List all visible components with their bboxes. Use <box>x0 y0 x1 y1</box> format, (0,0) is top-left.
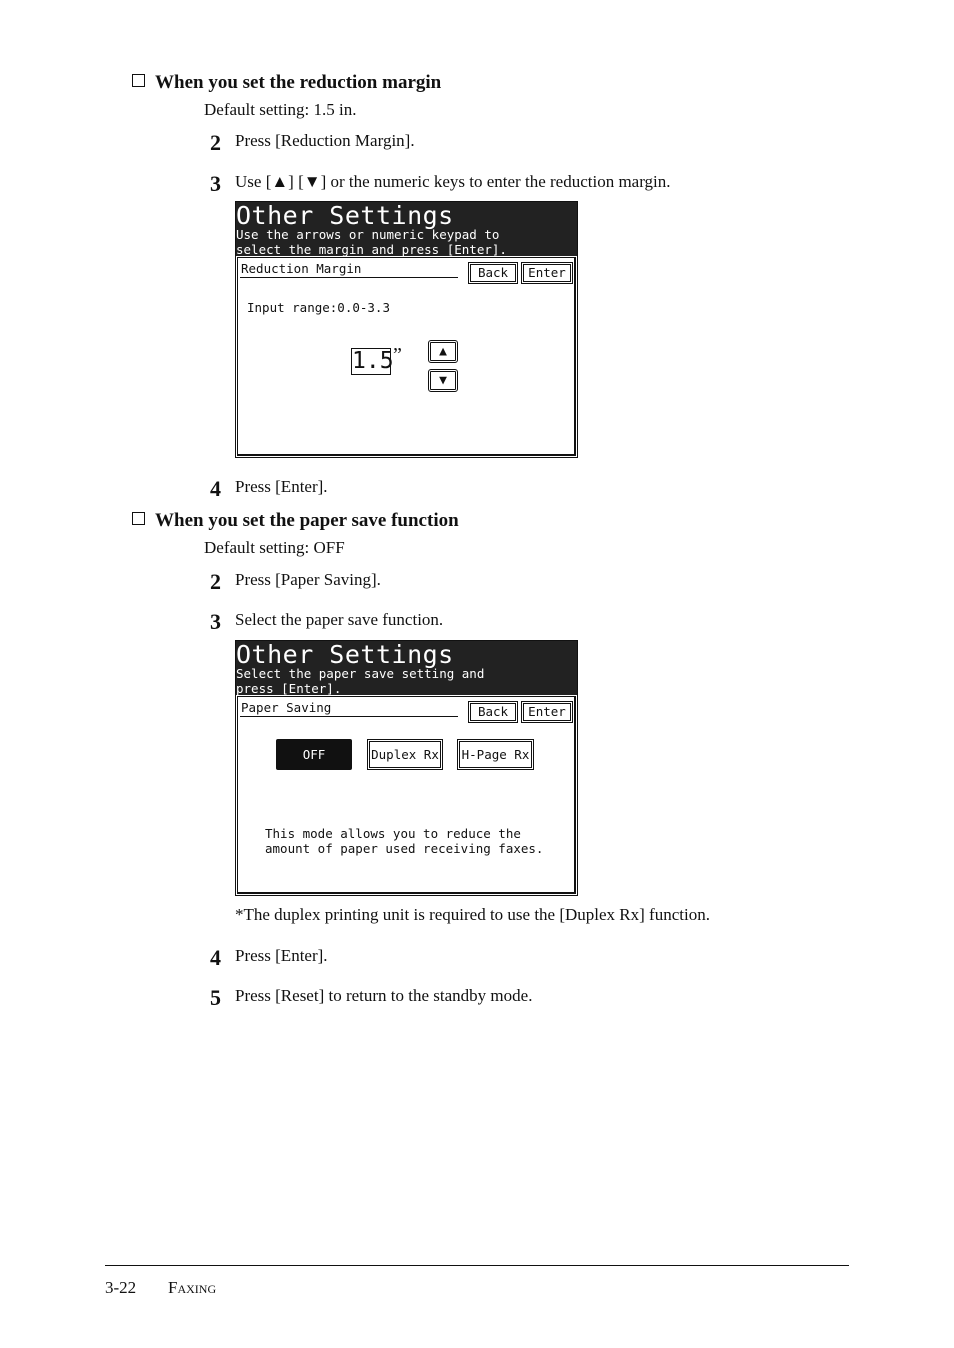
down-arrow-icon: ▼ <box>439 373 447 388</box>
step-text: Use [▲] [▼] or the numeric keys to enter the reduction margin. <box>235 172 671 191</box>
step-text: Press [Paper Saving]. <box>235 570 381 589</box>
up-arrow-button[interactable] <box>428 340 458 363</box>
inch-unit: ” <box>393 344 402 366</box>
chapter-name: Faxing <box>168 1278 217 1297</box>
lcd-body <box>237 696 576 894</box>
enter-button[interactable]: Enter <box>521 701 573 723</box>
step-text: Select the paper save function. <box>235 610 444 629</box>
step-number: 2 <box>210 569 221 594</box>
lcd-title: Other Settings <box>236 640 454 669</box>
lcd-body <box>237 257 576 456</box>
section-title-reduction-margin: When you set the reduction margin <box>132 72 441 94</box>
option-off-button[interactable]: OFF <box>276 739 352 770</box>
step-number: 3 <box>210 609 221 634</box>
step-number: 5 <box>210 985 221 1010</box>
duplex-note: *The duplex printing unit is required to use the [Duplex Rx] function. <box>235 905 710 924</box>
step-number: 4 <box>210 945 221 970</box>
margin-value-field[interactable]: 1.5 <box>352 348 394 374</box>
default-setting-paper-save: Default setting: OFF <box>204 538 345 557</box>
checkbox-bullet-icon <box>132 74 145 87</box>
input-range-text: Input range:0.0-3.3 <box>247 300 390 315</box>
step-text: Press [Enter]. <box>235 477 328 496</box>
mode-description-line2: amount of paper used receiving faxes. <box>265 841 544 856</box>
step-text: Press [Enter]. <box>235 946 328 965</box>
lcd-instruction-line1: Select the paper save setting and <box>236 666 485 681</box>
back-button[interactable]: Back <box>468 701 518 723</box>
checkbox-bullet-icon <box>132 512 145 525</box>
section-title-paper-save: When you set the paper save function <box>132 510 459 532</box>
lcd-instruction-line2: select the margin and press [Enter]. <box>236 242 507 257</box>
lcd-instruction-line2: press [Enter]. <box>236 681 342 696</box>
page-number: 3-22 <box>105 1278 137 1297</box>
step-number: 2 <box>210 130 221 155</box>
setting-label: Paper Saving <box>241 700 332 715</box>
lcd-header <box>236 202 577 256</box>
lcd-header <box>236 641 577 695</box>
step-number: 3 <box>210 171 221 196</box>
up-arrow-icon: ▲ <box>439 344 447 359</box>
step-text: Press [Reset] to return to the standby mode. <box>235 986 533 1005</box>
lcd-title: Other Settings <box>236 201 454 230</box>
lcd-screen-reduction-margin <box>235 201 578 458</box>
mode-description-line1: This mode allows you to reduce the <box>265 826 521 841</box>
option-h-page-rx-button[interactable]: H-Page Rx <box>457 739 534 770</box>
step-text: Press [Reduction Margin]. <box>235 131 415 150</box>
default-setting-reduction: Default setting: 1.5 in. <box>204 100 357 119</box>
down-arrow-button[interactable] <box>428 369 458 392</box>
lcd-screen-paper-saving <box>235 640 578 896</box>
setting-label: Reduction Margin <box>241 261 362 276</box>
step-number: 4 <box>210 476 221 501</box>
footer-rule <box>105 1265 849 1266</box>
lcd-instruction-line1: Use the arrows or numeric keypad to <box>236 227 500 242</box>
label-underline <box>240 277 458 278</box>
option-duplex-rx-button[interactable]: Duplex Rx <box>367 739 443 770</box>
label-underline <box>240 716 458 717</box>
back-button[interactable]: Back <box>468 262 518 284</box>
enter-button[interactable]: Enter <box>521 262 573 284</box>
